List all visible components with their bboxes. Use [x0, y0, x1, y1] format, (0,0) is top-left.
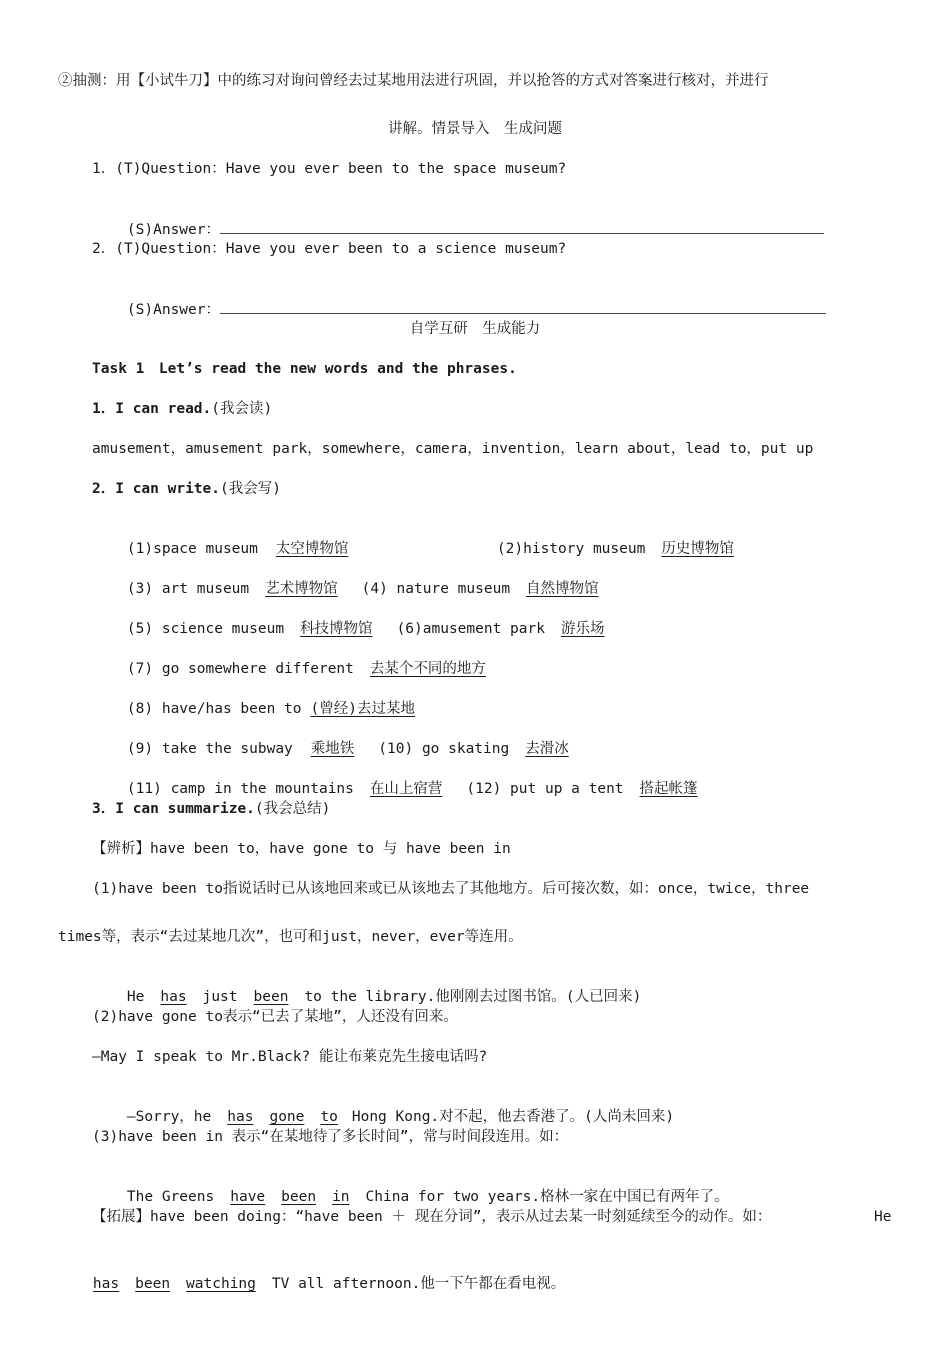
example-text: —Sorry，he: [126, 1109, 212, 1125]
answer-label: (S)Answer：: [126, 302, 220, 318]
write-item-answer: 乘地铁: [310, 741, 355, 757]
example-answer: watching: [186, 1276, 256, 1292]
example-text: He: [126, 989, 145, 1005]
extension-line-1: [92, 1207, 771, 1227]
write-item-answer: 自然博物馆: [526, 581, 599, 597]
example-text: China for two years.格林一家在中国已有两年了。: [365, 1189, 729, 1205]
write-item-en: (11) camp in the mountains: [126, 781, 354, 797]
write-item-answer: 太空博物馆: [275, 541, 349, 557]
analysis-p2: (2)have gone to表示“已去了某地”，人还没有回来。: [92, 1009, 458, 1025]
summarize-title-en: 3．I can summarize.: [92, 801, 255, 817]
analysis-p1-line1: (1)have been to指说话时已从该地回来或已从该地去了其他地方。后可接次数，如：once，twice，three: [92, 881, 810, 897]
summarize-title: [92, 799, 330, 819]
example-text: just: [202, 989, 238, 1005]
write-item-answer: 在山上宿营: [369, 781, 443, 797]
write-item-en: (1)space museum: [126, 541, 258, 557]
example-answer: in: [332, 1189, 350, 1205]
intro-line-2: 讲解。情景导入 生成问题: [388, 121, 562, 137]
example-answer: has: [160, 989, 187, 1005]
write-item-answer: 科技博物馆: [300, 621, 373, 637]
question-1: 1．(T)Question：Have you ever been to the space museum?: [92, 161, 567, 177]
extension-text: TV all afternoon.他一下午都在看电视。: [271, 1276, 566, 1292]
example-answer: to: [320, 1109, 338, 1125]
write-item-en: (5) science museum: [126, 621, 285, 637]
write-item-answer: 艺术博物馆: [265, 581, 338, 597]
write-item-en: (10) go skating: [378, 741, 510, 757]
extension-text: have been doing：“have been ＋ 现在分词”，表示从过去某一时刻延续至今的动作。如：: [150, 1209, 772, 1225]
read-title-en: 1．I can read.: [92, 401, 212, 417]
write-item-answer: 游乐场: [560, 621, 605, 637]
answer-blank-2[interactable]: [220, 299, 826, 314]
write-item-en: (12) put up a tent: [466, 781, 624, 797]
example-text: Hong Kong.对不起，他去香港了。(人尚未回来): [351, 1109, 675, 1125]
write-item-en: (7) go somewhere different: [126, 661, 354, 677]
section-heading: 自学互研 生成能力: [409, 321, 541, 337]
write-title: [92, 479, 281, 499]
example-answer: been: [253, 989, 289, 1005]
write-item-en: (4) nature museum: [361, 581, 511, 597]
task1-title: Task 1 Let’s read the new words and the phrases.: [92, 361, 517, 377]
example-answer: been: [135, 1276, 171, 1292]
write-item-answer: 去滑冰: [525, 741, 569, 757]
analysis-p1-line2: times等，表示“去过某地几次”，也可和just，never，ever等连用。: [58, 929, 523, 945]
extension-line-2: [58, 1254, 565, 1314]
summarize-title-cn: (我会总结): [254, 801, 331, 817]
question-2: 2．(T)Question：Have you ever been to a science museum?: [92, 241, 567, 257]
example-answer: has: [227, 1109, 254, 1125]
analysis-heading: [92, 839, 511, 859]
analysis-tag-text: have been to，have gone to 与 have been in: [150, 841, 511, 857]
read-title-cn: (我会读): [211, 401, 273, 417]
example-text: The Greens: [126, 1189, 215, 1205]
example-answer: has: [92, 1276, 120, 1292]
answer-blank-1[interactable]: [220, 219, 824, 234]
write-item-en: (6)amusement park: [396, 621, 545, 637]
example-answer: gone: [269, 1109, 305, 1125]
write-item-answer: (曾经)去过某地: [310, 701, 415, 717]
intro-line-1: ②抽测：用【小试牛刀】中的练习对询问曾经去过某地用法进行巩固，并以抢答的方式对答案进行核对，并进行: [58, 73, 769, 89]
write-item-en: (8) have/has been to: [126, 701, 302, 717]
answer-label: (S)Answer：: [126, 222, 220, 238]
extension-line-1-end: He: [874, 1209, 892, 1225]
analysis-p3: (3)have been in 表示“在某地待了多长时间”，常与时间段连用。如：: [92, 1129, 569, 1145]
write-title-en: 2．I can write.: [92, 481, 220, 497]
extension-tag: 【拓展】: [92, 1209, 150, 1225]
write-item-answer: 历史博物馆: [661, 541, 734, 557]
write-title-cn: (我会写): [220, 481, 281, 497]
write-item-en: (9) take the subway: [126, 741, 293, 757]
example-text: to the library.他刚刚去过图书馆。(人已回来): [304, 989, 642, 1005]
write-item-en: (2)history museum: [496, 541, 646, 557]
analysis-tag: 【辨析】: [92, 841, 150, 857]
read-words: amusement，amusement park，somewhere，camera，invention，learn about，lead to，put up: [92, 441, 814, 457]
dialog-line-1: —May I speak to Mr.Black? 能让布莱克先生接电话吗?: [92, 1049, 488, 1065]
example-answer: been: [281, 1189, 317, 1205]
read-title: [92, 399, 272, 419]
write-item-en: (3) art museum: [126, 581, 250, 597]
example-answer: have: [230, 1189, 266, 1205]
write-item-answer: 搭起帐篷: [639, 781, 698, 797]
write-item-answer: 去某个不同的地方: [369, 661, 486, 677]
